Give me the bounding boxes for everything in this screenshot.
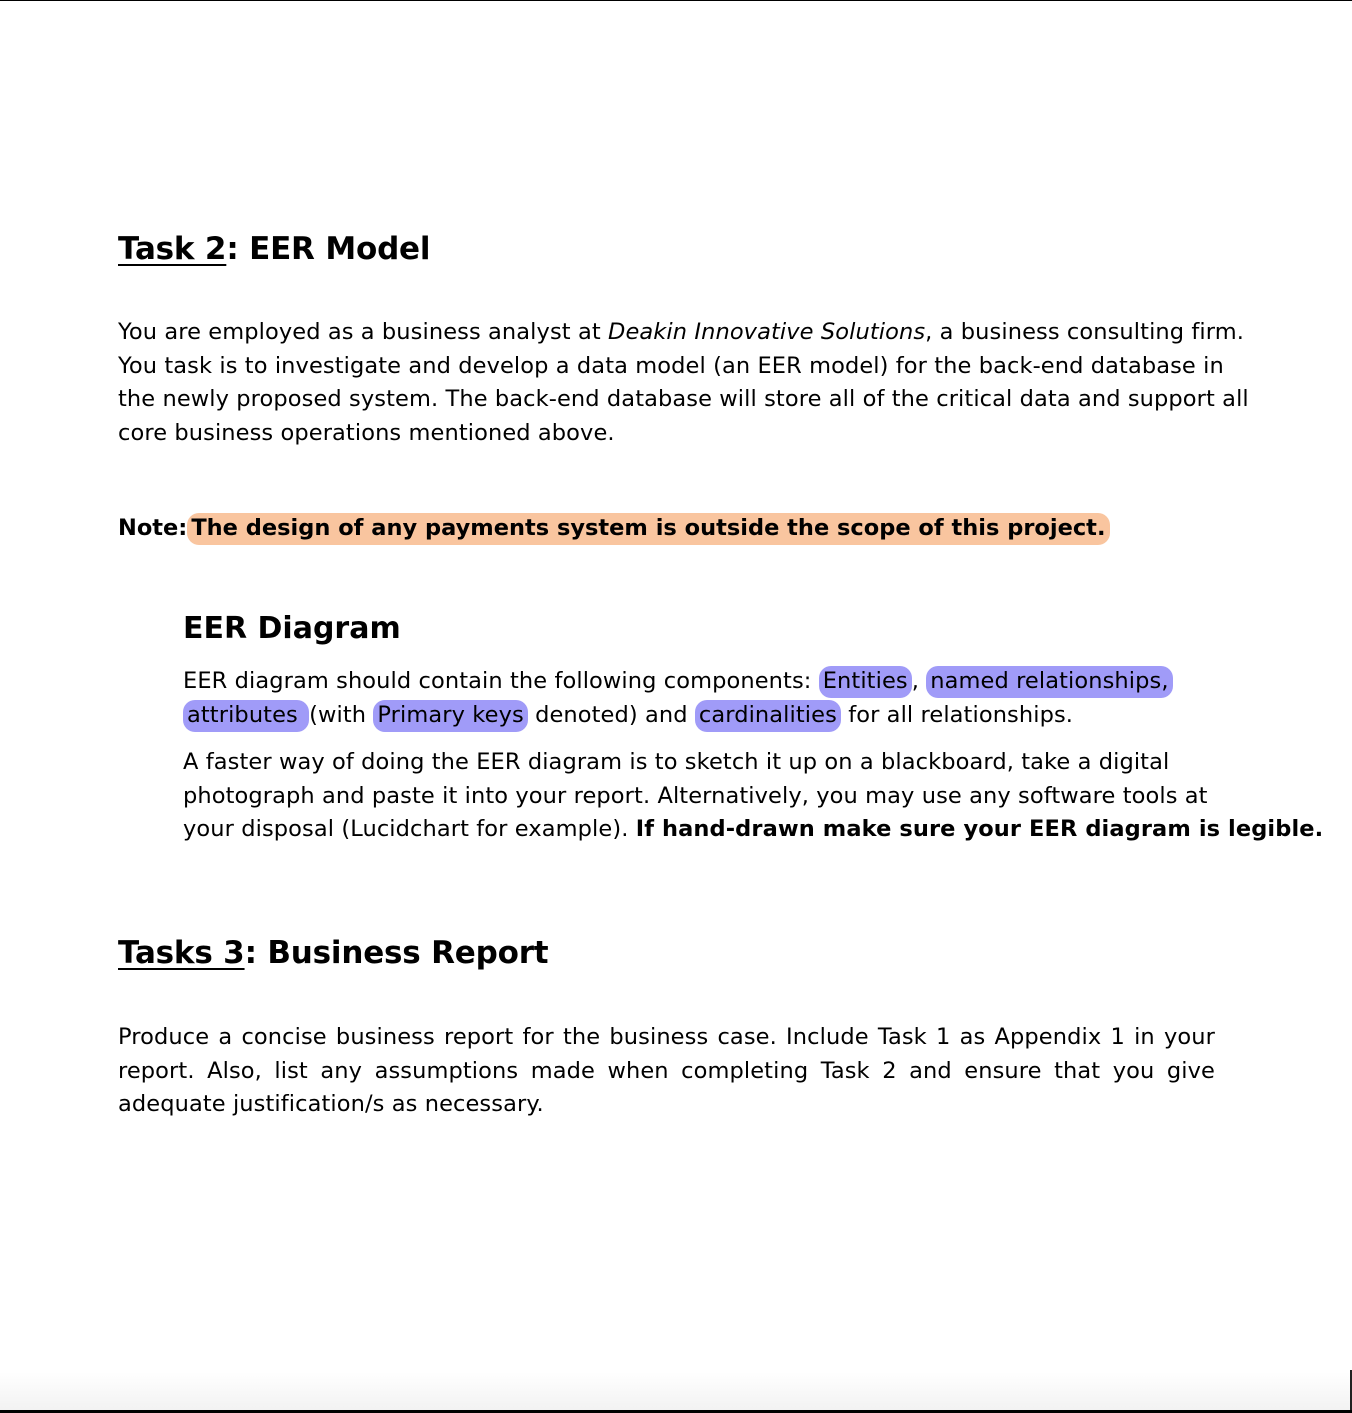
task2-intro-line-4: core business operations mentioned above. xyxy=(118,419,615,446)
scope-note xyxy=(118,510,1110,546)
highlight-cardinalities: cardinalities xyxy=(695,700,841,732)
highlight-attributes: attributes xyxy=(183,700,309,732)
company-name: Deakin Innovative Solutions xyxy=(608,319,926,345)
task2-intro-text-b: , a business consulting firm. xyxy=(925,319,1245,345)
eer-sketch-text: your disposal (Lucidchart for example). xyxy=(183,816,636,843)
task3-line-2: report. Also, list any assumptions made when completing Task 2 and ensure that you give xyxy=(118,1057,1215,1084)
task2-heading-label: Task 2 xyxy=(118,231,227,267)
comma-separator: , xyxy=(911,668,927,694)
highlight-named-relationships: named relationships, xyxy=(926,666,1172,698)
eer-sketch-line-2: photograph and paste it into your report. Alternatively, you may use any software tools at xyxy=(183,782,1208,809)
note-label: Note: xyxy=(118,515,188,541)
task2-intro-paragraph xyxy=(118,316,1249,450)
denoted-and-text: denoted) and xyxy=(527,701,695,728)
task2-intro-line-3: the newly proposed system. The back-end database will store all of the critical data and support all xyxy=(118,386,1249,413)
with-text: (with xyxy=(309,701,374,728)
note-highlighted-text: The design of any payments system is outside the scope of this project. xyxy=(187,513,1109,545)
eer-components-line-1 xyxy=(183,665,1173,699)
task2-heading xyxy=(118,231,430,267)
highlight-primary-keys: Primary keys xyxy=(373,700,527,732)
task3-heading-title: : Business Report xyxy=(244,935,549,971)
task3-heading xyxy=(118,935,548,971)
components-intro-text: EER diagram should contain the following components: xyxy=(183,668,819,694)
task2-intro-text-a: You are employed as a business analyst at xyxy=(118,319,609,345)
page-bottom-shadow xyxy=(0,1372,1352,1411)
task2-intro-line-2: You task is to investigate and develop a data model (an EER model) for the back-end database in xyxy=(118,352,1224,379)
task2-heading-title: : EER Model xyxy=(226,231,431,267)
eer-components-line-2 xyxy=(183,699,1173,733)
task3-paragraph xyxy=(118,1021,1215,1122)
task2-intro-line-1 xyxy=(118,316,1249,350)
eer-sketch-line-1: A faster way of doing the EER diagram is to sketch it up on a blackboard, take a digital xyxy=(183,749,1170,775)
eer-components-paragraph xyxy=(183,665,1173,732)
page-top-border xyxy=(0,0,1352,1)
task3-line-1: Produce a concise business report for the business case. Include Task 1 as Appendix 1 in your xyxy=(118,1024,1215,1050)
task3-heading-label: Tasks 3 xyxy=(118,935,245,971)
highlight-entities: Entities xyxy=(819,666,912,698)
for-all-relationships-text: for all relationships. xyxy=(840,701,1074,728)
eer-sketch-line-3 xyxy=(183,813,1323,847)
task3-line-3: adequate justification/s as necessary. xyxy=(118,1091,544,1118)
eer-sketch-paragraph xyxy=(183,746,1323,847)
eer-diagram-heading: EER Diagram xyxy=(183,611,401,646)
legibility-warning: If hand-drawn make sure your EER diagram is legible. xyxy=(635,816,1324,843)
